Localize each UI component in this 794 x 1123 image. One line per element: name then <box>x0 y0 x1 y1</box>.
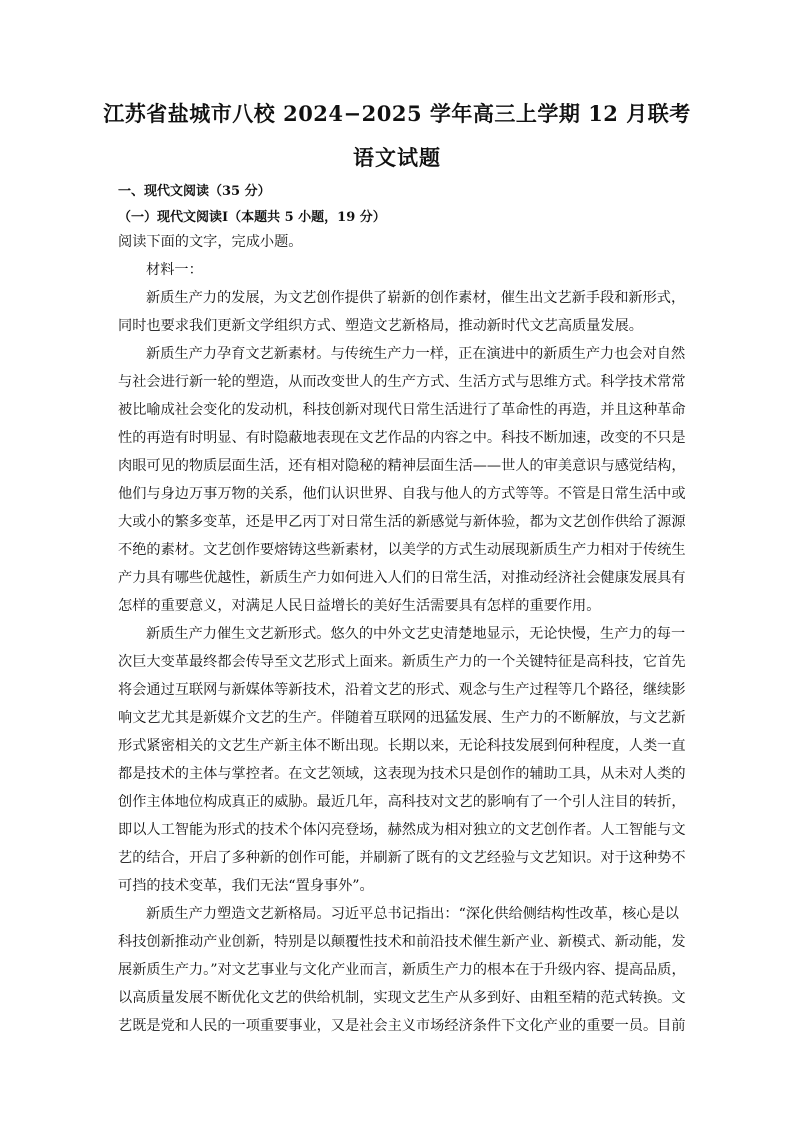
document-subtitle: 语文试题 <box>353 145 441 170</box>
text-line: 科技创新推动产业创新，特别是以颠覆性技术和前沿技术催生新产业、新模式、新动能，发 <box>118 934 686 950</box>
subsection-heading: （一）现代文阅读Ⅰ（本题共 5 小题，19 分） <box>118 210 386 225</box>
text-line: 即以人工智能为形式的技术个体闪亮登场，赫然成为相对独立的文艺创作者。人工智能与文 <box>118 822 686 838</box>
text-line: 他们与身边万事万物的关系，他们认识世界、自我与他人的方式等等。不管是日常生活中或 <box>118 486 686 502</box>
text-line: 同时也要求我们更新文学组织方式、塑造文艺新格局，推动新时代文艺高质量发展。 <box>118 318 643 334</box>
text-line: 产力具有哪些优越性，新质生产力如何进入人们的日常生活，对推动经济社会健康发展具有 <box>118 570 686 586</box>
document-title: 江苏省盐城市八校 2024−2025 学年高三上学期 12 月联考 <box>103 101 691 126</box>
text-line: 次巨大变革最终都会传导至文艺形式上面来。新质生产力的一个关键特征是高科技，它首先 <box>118 654 686 670</box>
text-line: 新质生产力催生文艺新形式。悠久的中外文艺史清楚地显示，无论快慢，生产力的每一 <box>146 626 686 642</box>
text-line: 新质生产力孕育文艺新素材。与传统生产力一样，正在演进中的新质生产力也会对自然 <box>146 346 686 362</box>
text-line: 都是技术的主体与掌控者。在文艺领域，这表现为技术只是创作的辅助工具，从未对人类的 <box>118 766 686 782</box>
text-line: 新质生产力塑造文艺新格局。习近平总书记指出：“深化供给侧结构性改革，核心是以 <box>146 906 679 922</box>
text-line: 创作主体地位构成真正的威胁。最近几年，高科技对文艺的影响有了一个引人注目的转折， <box>118 794 686 810</box>
text-line: 展新质生产力。”对文艺事业与文化产业而言，新质生产力的根本在于升级内容、提高品质， <box>118 962 686 978</box>
text-line: 被比喻成社会变化的发动机，科技创新对现代日常生活进行了革命性的再造，并且这种革命 <box>118 402 686 418</box>
text-line: 性的再造有时明显、有时隐蔽地表现在文艺作品的内容之中。科技不断加速，改变的不只是 <box>118 430 686 446</box>
text-line: 艺的结合，开启了多种新的创作可能，并刷新了既有的文艺经验与文艺知识。对于这种势不 <box>118 850 686 866</box>
text-line: 怎样的重要意义，对满足人民日益增长的美好生活需要具有怎样的重要作用。 <box>118 598 601 614</box>
text-line: 与社会进行新一轮的塑造，从而改变世人的生产方式、生活方式与思维方式。科学技术常常 <box>118 374 686 390</box>
text-line: 艺既是党和人民的一项重要事业，又是社会主义市场经济条件下文化产业的重要一员。目前 <box>118 1018 686 1034</box>
text-line: 肉眼可见的物质层面生活，还有相对隐秘的精神层面生活——世人的审美意识与感觉结构， <box>118 458 686 474</box>
text-line: 大或小的繁多变革，还是甲乙丙丁对日常生活的新感觉与新体验，都为文艺创作供给了源源 <box>118 514 686 530</box>
text-line: 以高质量发展不断优化文艺的供给机制，实现文艺生产从多到好、由粗至精的范式转换。文 <box>118 990 686 1006</box>
text-line: 不绝的素材。文艺创作要熔铸这些新素材，以美学的方式生动展现新质生产力相对于传统生 <box>118 542 686 558</box>
reading-instruction: 阅读下面的文字，完成小题。 <box>118 234 303 250</box>
text-line: 响文艺尤其是新媒介文艺的生产。伴随着互联网的迅猛发展、生产力的不断解放，与文艺新 <box>118 710 686 726</box>
section-heading: 一、现代文阅读（35 分） <box>118 184 271 199</box>
text-line: 新质生产力的发展，为文艺创作提供了崭新的创作素材，催生出文艺新手段和新形式， <box>146 290 686 306</box>
material-label: 材料一： <box>146 262 203 278</box>
text-line: 将会通过互联网与新媒体等新技术，沿着文艺的形式、观念与生产过程等几个路径，继续影 <box>118 682 686 698</box>
text-line: 可挡的技术变革，我们无法“置身事外”。 <box>118 878 374 894</box>
text-line: 形式紧密相关的文艺生产新主体不断出现。长期以来，无论科技发展到何种程度，人类一直 <box>118 738 686 754</box>
